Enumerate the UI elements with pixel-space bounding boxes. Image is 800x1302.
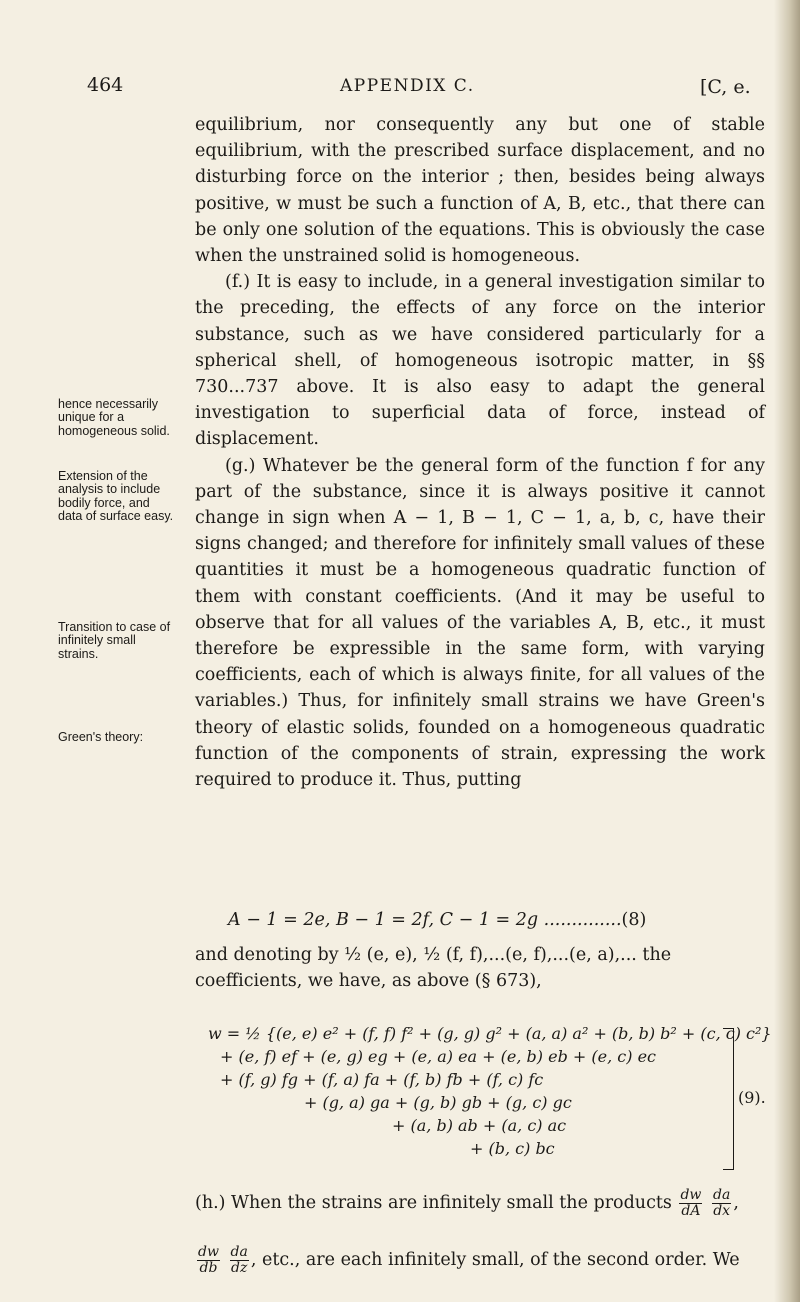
equation-9-row: + (a, b) ab + (a, c) ac xyxy=(392,1116,567,1135)
body-text xyxy=(195,112,765,793)
equation-9-row: w = ½ {(e, e) e² + (f, f) f² + (g, g) g² + (a, a) a² + (b, b) b² + (c, c) c²} xyxy=(208,1024,772,1043)
equation-9 xyxy=(208,1022,772,1160)
paragraph-g: (g.) Whatever be the general form of the function f for any part of the substance, since it is always positive it cannot change in sign when A − 1, B − 1, C − 1, a, b, c, have their signs changed; and therefore for infinitely small values of these quantities it must be a homogeneous quadratic function of them with constant coefficients. (And it may be useful to observe that for all values of the variables A, B, etc., it must therefore be expressible in the same form, with varying coefficients, each of which is always finite, for all values of the variables.) Thus, for infinitely small strains we have Green's theory of elastic solids, founded on a homogeneous quadratic function of the components of strain, expressing the work required to produce it. Thus, putting xyxy=(195,455,765,791)
equation-9-row: + (f, g) fg + (f, a) fa + (f, b) fb + (f, c) fc xyxy=(220,1070,544,1089)
equation-8-number: (8) xyxy=(621,910,647,930)
paragraph-f: (f.) It is easy to include, in a general investigation similar to the preceding, the effects of any force on the interior substance, such as we have considered particularly for a spherical shell, of homogeneous isotropic matter, in §§ 730...737 above. It is also easy to adapt the general investigation to superficial data of force, instead of displacement. xyxy=(195,272,765,450)
sidenote-homogeneous-solid: hence necessarily unique for a homogeneous solid. xyxy=(58,397,170,438)
equation-9-number: (9). xyxy=(738,1088,766,1107)
section-mark: [C, e. xyxy=(700,76,751,98)
fraction-dw-db: $\frac{dw}{db}$ xyxy=(198,1244,219,1276)
equation-8-text: A − 1 = 2e, B − 1 = 2f, C − 1 = 2g .............. xyxy=(228,910,622,930)
paragraph-h-rest: , etc., are each infinitely small, of the second order. We xyxy=(250,1250,740,1270)
equation-9-brace xyxy=(723,1028,734,1170)
text-after-equation-8: and denoting by ½ (e, e), ½ (f, f),...(e, f),...(e, a),... the coefficients, we have, as above (§ 673), xyxy=(195,945,672,991)
fraction-da-dz: $\frac{da}{dz}$ xyxy=(230,1244,248,1276)
equation-8 xyxy=(228,910,646,930)
equation-9-row: + (b, c) bc xyxy=(470,1139,555,1158)
paragraph-h-line-2 xyxy=(195,1245,775,1276)
sidenote-extension: Extension of the analysis to include bodily force, and data of surface easy. xyxy=(58,469,174,524)
fraction-da-dx: $\frac{da}{dx}$ xyxy=(713,1187,731,1219)
paragraph-h: (h.) When the strains are infinitely small the products $\frac{dw}{dA}$ $\frac{da}{dx}$ , xyxy=(195,1187,739,1219)
page-edge-shadow xyxy=(774,0,800,1302)
paragraph-e-continuation: equilibrium, nor consequently any but one of stable equilibrium, with the prescribed surface displacement, and no disturbing force on the interior ; then, besides being always positive, w must be such a function of A, B, etc., that there can be only one solution of the equations. This is obviously the case when the unstrained solid is homogeneous. xyxy=(195,115,765,267)
paragraph-h-lead: (h.) When the strains are infinitely small the products xyxy=(195,1193,672,1213)
equation-9-row: + (g, a) ga + (g, b) gb + (g, c) gc xyxy=(304,1093,572,1112)
sidenote-transition: Transition to case of infinitely small strains. xyxy=(58,620,171,661)
fraction-dw-dA: $\frac{dw}{dA}$ xyxy=(680,1187,702,1219)
running-head: APPENDIX C. xyxy=(340,76,475,96)
equation-9-row: + (e, f) ef + (e, g) eg + (e, a) ea + (e, b) eb + (e, c) ec xyxy=(220,1047,657,1066)
page-number: 464 xyxy=(87,74,124,96)
sidenote-greens-theory: Green's theory: xyxy=(58,730,144,744)
